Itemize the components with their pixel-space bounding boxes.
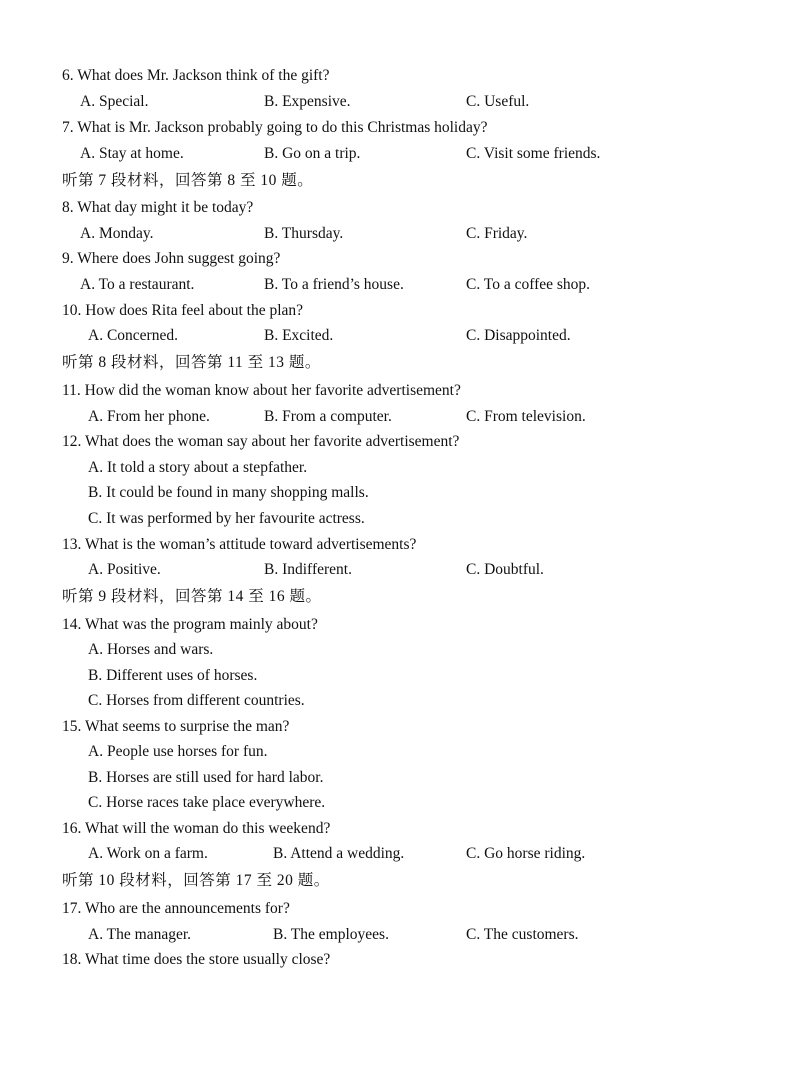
option-a: A. From her phone. — [88, 408, 210, 425]
option-text: A. People use horses for fun. — [88, 743, 268, 760]
option-a: A. The manager. — [88, 926, 192, 943]
option-text: A. It told a story about a stepfather. — [88, 459, 308, 476]
option-b: B. Excited. — [264, 327, 334, 344]
option-c: C. Go horse riding. — [466, 845, 586, 862]
option-a: A. Positive. — [88, 561, 161, 578]
option-b: B. Expensive. — [264, 93, 351, 110]
question-line — [0, 534, 785, 556]
options-line — [0, 924, 785, 946]
question-text: 9. Where does John suggest going? — [62, 250, 281, 267]
question-line — [0, 197, 785, 219]
option-c: C. The customers. — [466, 926, 579, 943]
question-text: 7. What is Mr. Jackson probably going to do this Christmas holiday? — [62, 119, 488, 136]
question-line — [0, 818, 785, 840]
question-text: 13. What is the woman’s attitude toward advertisements? — [62, 536, 417, 553]
option-b: B. Thursday. — [264, 225, 344, 242]
option-c: C. Visit some friends. — [466, 145, 601, 162]
option-text: B. Horses are still used for hard labor. — [88, 769, 324, 786]
question-text: 12. What does the woman say about her favorite advertisement? — [62, 433, 460, 450]
option-text: C. Horse races take place everywhere. — [88, 794, 326, 811]
options-line — [0, 143, 785, 165]
option-b: B. From a computer. — [264, 408, 392, 425]
question-line — [0, 614, 785, 636]
option-line — [0, 508, 785, 530]
question-text: 16. What will the woman do this weekend? — [62, 820, 331, 837]
option-text: B. Different uses of horses. — [88, 667, 258, 684]
options-line — [0, 91, 785, 113]
question-line — [0, 949, 785, 971]
option-text: A. Horses and wars. — [88, 641, 214, 658]
options-line — [0, 559, 785, 581]
option-line — [0, 741, 785, 763]
option-c: C. Friday. — [466, 225, 528, 242]
question-text: 17. Who are the announcements for? — [62, 900, 290, 917]
question-line — [0, 716, 785, 738]
question-line — [0, 248, 785, 270]
section-heading-line — [0, 170, 785, 192]
option-c: C. Doubtful. — [466, 561, 544, 578]
option-a: A. To a restaurant. — [80, 276, 195, 293]
option-a: A. Special. — [80, 93, 149, 110]
option-b: B. Attend a wedding. — [273, 845, 405, 862]
question-text: 11. How did the woman know about her favorite advertisement? — [62, 382, 461, 399]
options-line — [0, 223, 785, 245]
question-line — [0, 898, 785, 920]
option-line — [0, 690, 785, 712]
option-c: C. To a coffee shop. — [466, 276, 591, 293]
options-line — [0, 406, 785, 428]
section-heading-line — [0, 586, 785, 608]
question-text: 10. How does Rita feel about the plan? — [62, 302, 304, 319]
option-c: C. Disappointed. — [466, 327, 571, 344]
option-b: B. Go on a trip. — [264, 145, 361, 162]
section-heading: 听第 8 段材料，回答第 11 至 13 题。 — [62, 354, 321, 371]
section-heading: 听第 7 段材料，回答第 8 至 10 题。 — [62, 172, 314, 189]
option-b: B. To a friend’s house. — [264, 276, 404, 293]
option-text: C. It was performed by her favourite actress. — [88, 510, 365, 527]
option-c: C. From television. — [466, 408, 586, 425]
option-line — [0, 665, 785, 687]
question-text: 8. What day might it be today? — [62, 199, 254, 216]
options-line — [0, 325, 785, 347]
option-line — [0, 457, 785, 479]
section-heading: 听第 9 段材料，回答第 14 至 16 题。 — [62, 588, 322, 605]
option-line — [0, 792, 785, 814]
question-line — [0, 380, 785, 402]
section-heading: 听第 10 段材料，回答第 17 至 20 题。 — [62, 872, 330, 889]
option-line — [0, 639, 785, 661]
question-text: 14. What was the program mainly about? — [62, 616, 318, 633]
question-text: 18. What time does the store usually close? — [62, 951, 331, 968]
option-a: A. Monday. — [80, 225, 154, 242]
option-a: A. Work on a farm. — [88, 845, 208, 862]
question-line — [0, 117, 785, 139]
option-line — [0, 482, 785, 504]
option-line — [0, 767, 785, 789]
option-text: B. It could be found in many shopping malls. — [88, 484, 369, 501]
option-a: A. Concerned. — [88, 327, 178, 344]
option-b: B. The employees. — [273, 926, 389, 943]
option-c: C. Useful. — [466, 93, 530, 110]
option-text: C. Horses from different countries. — [88, 692, 305, 709]
option-a: A. Stay at home. — [80, 145, 184, 162]
question-text: 6. What does Mr. Jackson think of the gift? — [62, 67, 330, 84]
option-b: B. Indifferent. — [264, 561, 352, 578]
question-text: 15. What seems to surprise the man? — [62, 718, 290, 735]
options-line — [0, 843, 785, 865]
question-line — [0, 65, 785, 87]
question-line — [0, 431, 785, 453]
section-heading-line — [0, 870, 785, 892]
question-line — [0, 300, 785, 322]
options-line — [0, 274, 785, 296]
section-heading-line — [0, 352, 785, 374]
